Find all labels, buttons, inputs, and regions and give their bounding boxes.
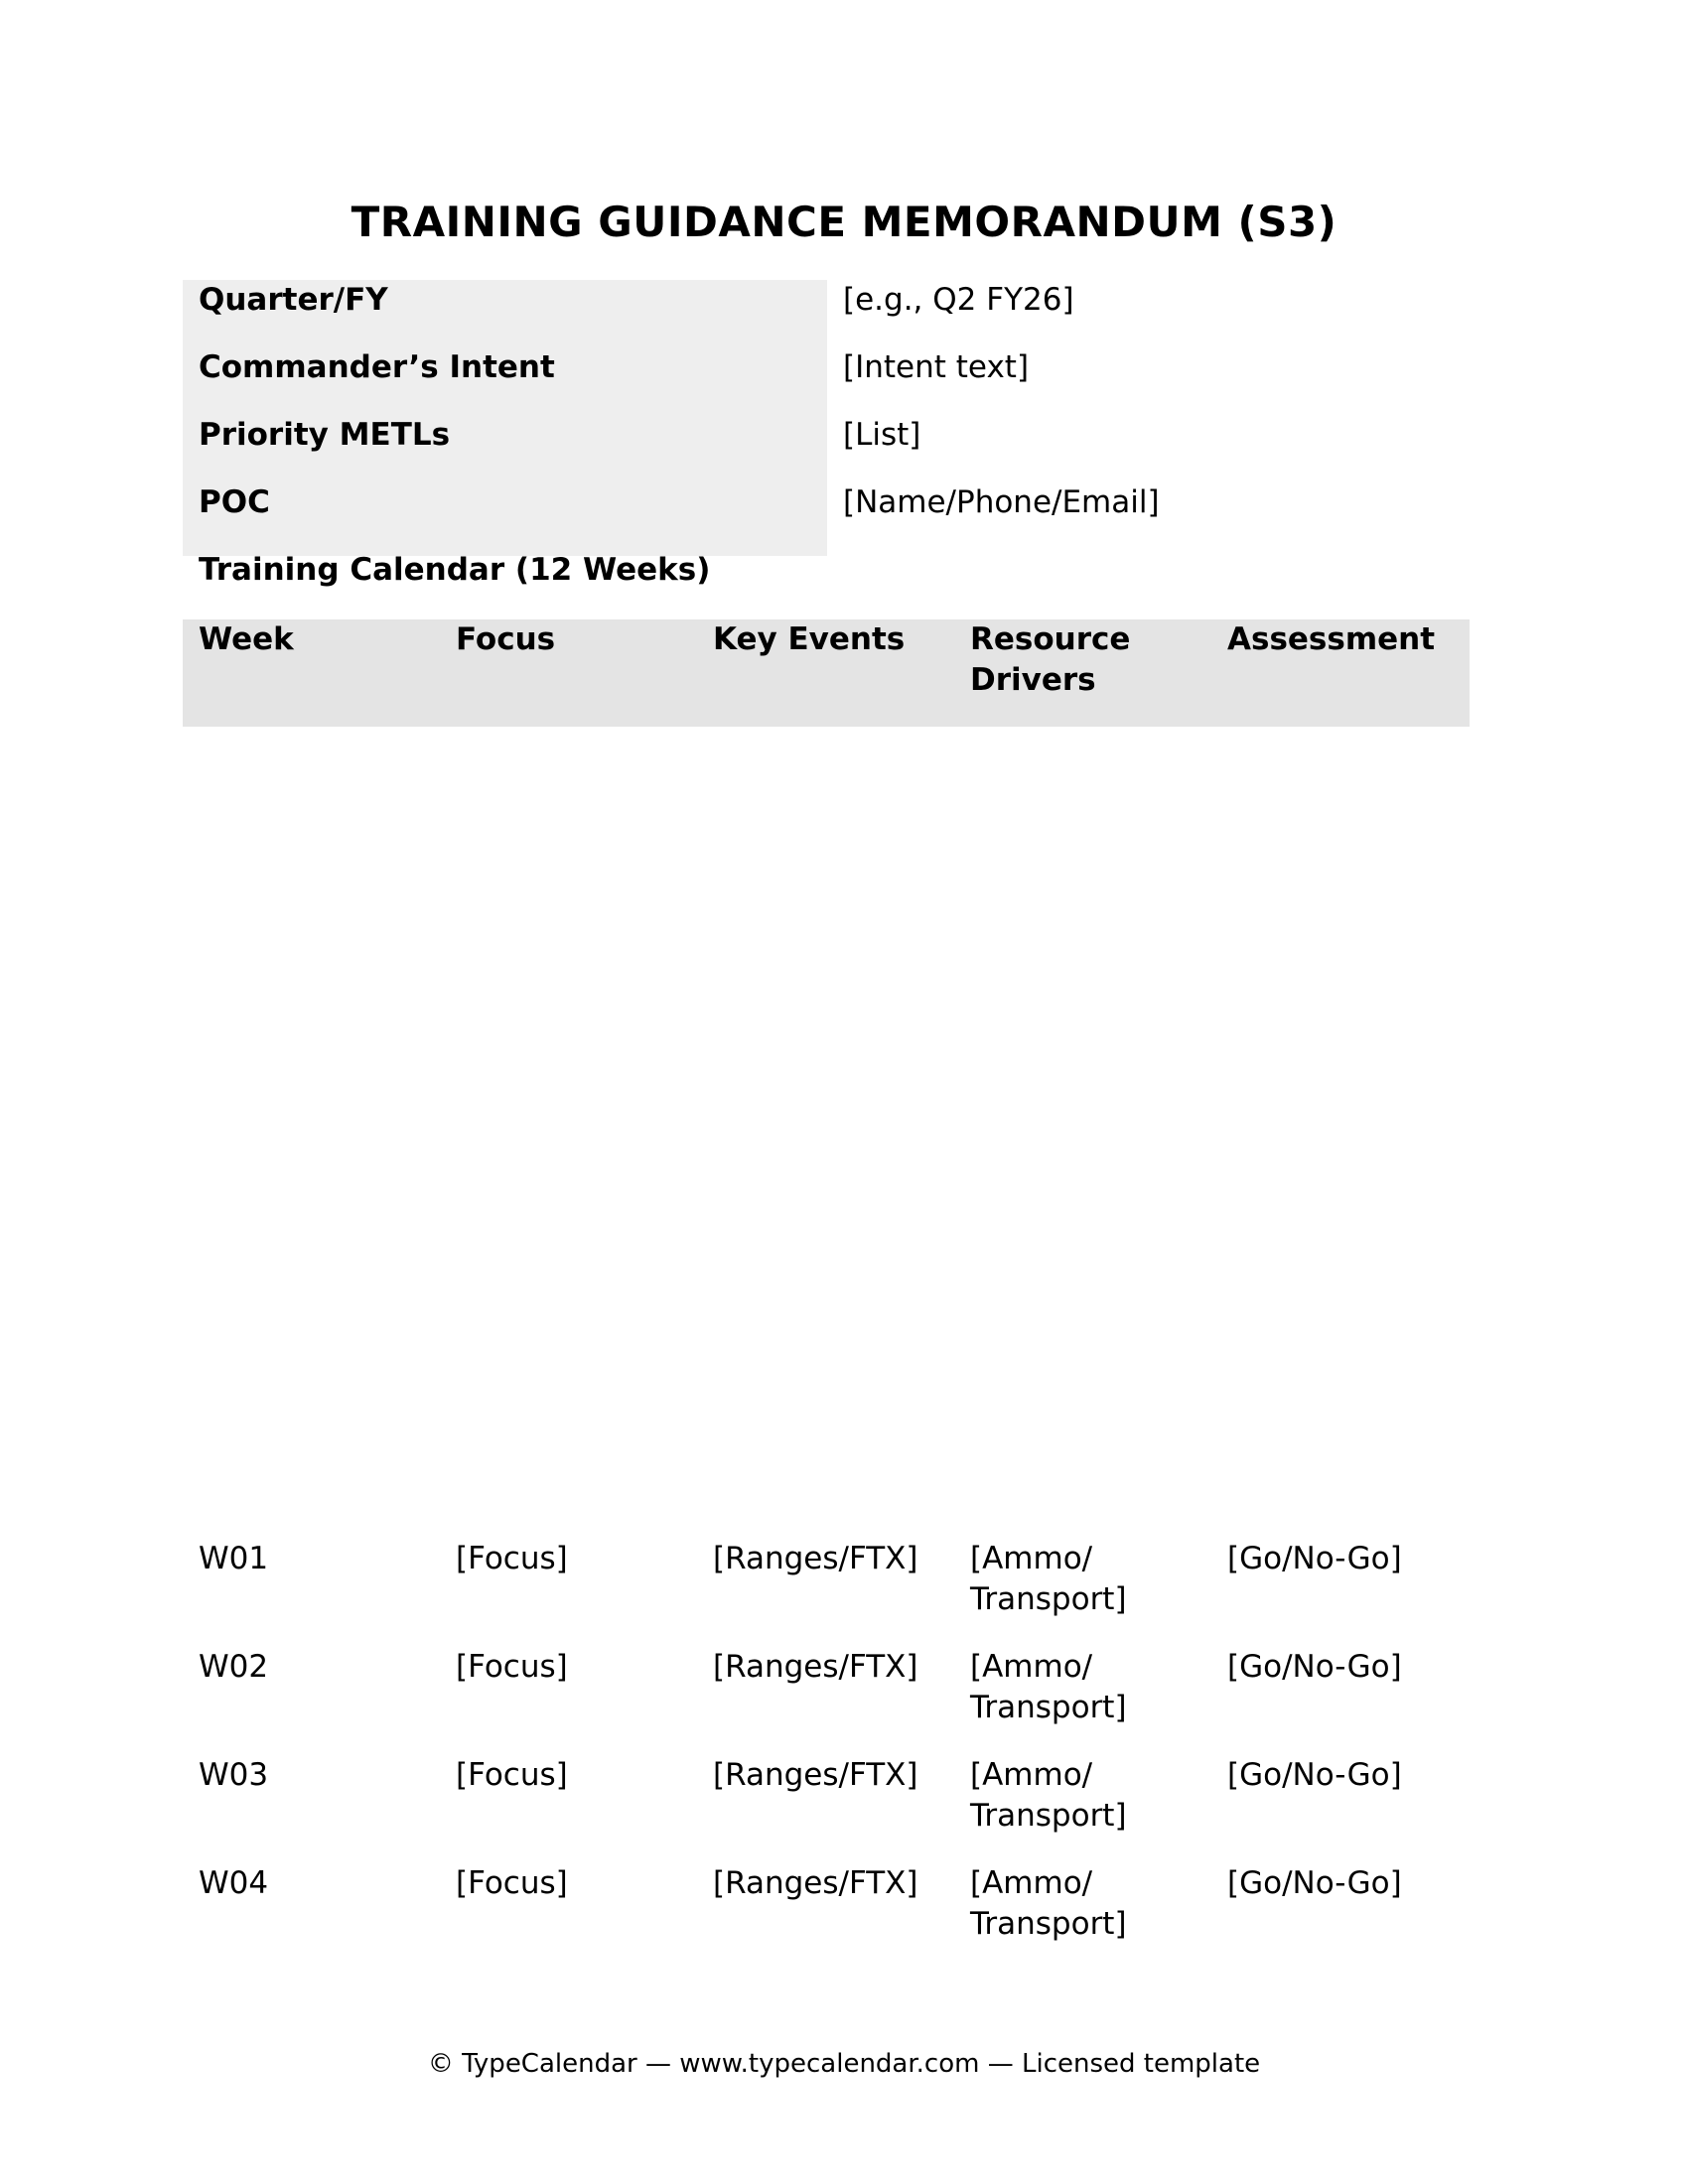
- focus-cell: [Focus]: [456, 1865, 568, 1901]
- info-row-metls: [183, 415, 1470, 482]
- column-header-resource-drivers: Resource Drivers: [970, 621, 1131, 698]
- info-label: Priority METLs: [183, 415, 827, 482]
- assessment-cell: [Go/No-Go]: [1227, 1541, 1402, 1576]
- info-label: POC: [183, 482, 827, 556]
- key-events-cell: [Ranges/FTX]: [713, 1649, 918, 1685]
- info-value: [e.g., Q2 FY26]: [843, 282, 1074, 318]
- key-events-cell: [Ranges/FTX]: [713, 1865, 918, 1901]
- week-cell: W04: [199, 1865, 269, 1901]
- info-value: [Name/Phone/Email]: [843, 484, 1160, 520]
- info-row-quarter: [183, 280, 1470, 347]
- resource-drivers-cell: [Ammo/ Transport]: [970, 1757, 1127, 1834]
- calendar-header-row: [183, 619, 1470, 727]
- week-cell: W01: [199, 1541, 269, 1576]
- column-header-week: Week: [199, 621, 294, 657]
- info-table: [183, 280, 1470, 556]
- assessment-cell: [Go/No-Go]: [1227, 1865, 1402, 1901]
- resource-drivers-cell: [Ammo/ Transport]: [970, 1541, 1127, 1617]
- week-cell: W03: [199, 1757, 269, 1793]
- table-row: [183, 1755, 1470, 1863]
- key-events-cell: [Ranges/FTX]: [713, 1541, 918, 1576]
- info-row-intent: [183, 347, 1470, 415]
- footer-copyright: © TypeCalendar — www.typecalendar.com — Licensed template: [427, 2049, 1261, 2079]
- assessment-cell: [Go/No-Go]: [1227, 1757, 1402, 1793]
- focus-cell: [Focus]: [456, 1649, 568, 1685]
- focus-cell: [Focus]: [456, 1541, 568, 1576]
- resource-drivers-cell: [Ammo/ Transport]: [970, 1649, 1127, 1725]
- resource-drivers-cell: [Ammo/ Transport]: [970, 1865, 1127, 1942]
- column-header-key-events: Key Events: [713, 621, 906, 657]
- assessment-cell: [Go/No-Go]: [1227, 1649, 1402, 1685]
- key-events-cell: [Ranges/FTX]: [713, 1757, 918, 1793]
- info-label: Quarter/FY: [183, 280, 827, 347]
- calendar-body: [183, 1539, 1470, 1972]
- column-header-assessment: Assessment: [1227, 621, 1436, 657]
- focus-cell: [Focus]: [456, 1757, 568, 1793]
- table-row: [183, 1539, 1470, 1647]
- info-row-poc: [183, 482, 1470, 556]
- table-row: [183, 1863, 1470, 1972]
- week-cell: W02: [199, 1649, 269, 1685]
- column-header-focus: Focus: [456, 621, 556, 657]
- info-label: Commander’s Intent: [183, 347, 827, 415]
- info-value: [List]: [843, 417, 921, 453]
- info-value: [Intent text]: [843, 349, 1030, 385]
- page-title: TRAINING GUIDANCE MEMORANDUM (S3): [351, 198, 1337, 246]
- calendar-heading: Training Calendar (12 Weeks): [199, 552, 711, 588]
- table-row: [183, 1647, 1470, 1755]
